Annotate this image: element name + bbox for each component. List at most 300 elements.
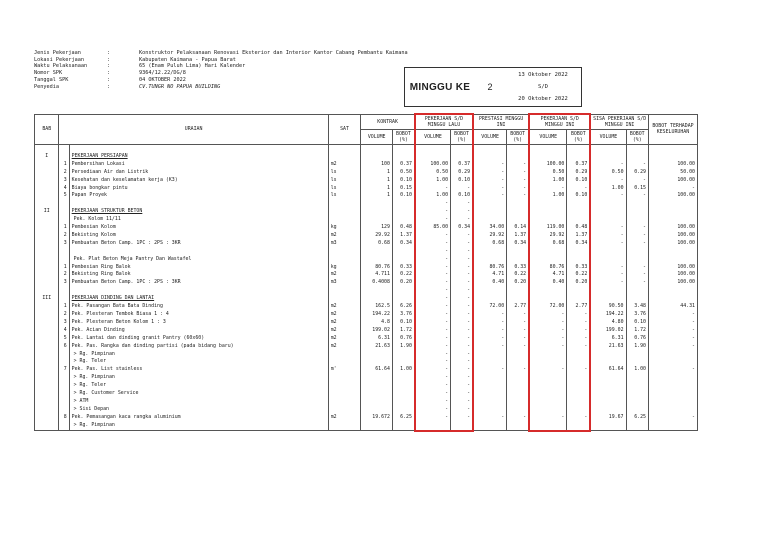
table-row (35, 232, 698, 240)
cell-uraian: Pek. Lantai dan dinding granit Pantry (60x60) (69, 335, 328, 343)
cell-sisa-vol (590, 216, 626, 224)
cell-sat: kg (328, 224, 361, 232)
cell-sisa-bbt: 1.72 (626, 327, 648, 335)
cell-k-vol (361, 374, 393, 382)
cell-no: 7 (59, 366, 69, 374)
cell-sisa-vol: 1.00 (590, 185, 626, 193)
sub-bobot: BOBOT (%) (392, 130, 414, 145)
cell-bab (35, 358, 59, 366)
cell-sisa-bbt: - (626, 240, 648, 248)
cell-sisa-bbt (626, 248, 648, 256)
cell-l-bbt: - (451, 232, 473, 240)
cell-sat (328, 398, 361, 406)
date-to: 20 Oktober 2022 (518, 96, 568, 102)
cell-l-bbt: - (451, 382, 473, 390)
cell-bab: II (35, 208, 59, 216)
cell-bab (35, 200, 59, 208)
cell-l-vol: - (415, 319, 451, 327)
col-uraian: URAIAN (59, 114, 328, 145)
cell-s-vol (529, 390, 567, 398)
col-sd-ini: PEKERJAAN S/D MINGGU INI (529, 114, 590, 130)
cell-sisa-bbt (626, 208, 648, 216)
cell-total: 100.00 (648, 192, 697, 200)
cell-bab (35, 311, 59, 319)
cell-sisa-vol: 61.64 (590, 366, 626, 374)
cell-total (648, 390, 697, 398)
date-separator: S/D (538, 84, 548, 90)
cell-s-bbt: 0.22 (567, 271, 590, 279)
cell-k-vol: 194.22 (361, 311, 393, 319)
cell-l-bbt: - (451, 335, 473, 343)
cell-s-vol: 72.00 (529, 303, 567, 311)
cell-l-bbt: - (451, 264, 473, 272)
cell-k-bbt: 1.72 (392, 327, 414, 335)
cell-k-bbt (392, 295, 414, 303)
cell-l-bbt (451, 153, 473, 161)
cell-s-vol (529, 287, 567, 295)
header-row (34, 70, 409, 77)
cell-l-vol: - (415, 366, 451, 374)
cell-i-vol: - (473, 177, 507, 185)
cell-sat (328, 422, 361, 431)
cell-uraian: > Rg. Customer Service (69, 390, 328, 398)
cell-l-bbt: - (451, 200, 473, 208)
cell-sisa-bbt: 0.76 (626, 335, 648, 343)
cell-s-vol (529, 358, 567, 366)
cell-l-bbt: 0.37 (451, 161, 473, 169)
cell-s-bbt: - (567, 185, 590, 193)
cell-sat: m3 (328, 240, 361, 248)
cell-bab (35, 406, 59, 414)
cell-i-vol: - (473, 319, 507, 327)
cell-l-vol: - (415, 240, 451, 248)
cell-l-vol: - (415, 303, 451, 311)
cell-bab (35, 351, 59, 359)
cell-l-vol: - (415, 335, 451, 343)
cell-s-bbt: 0.10 (567, 177, 590, 185)
cell-bab (35, 279, 59, 287)
header-row (34, 57, 409, 64)
cell-bab (35, 232, 59, 240)
cell-s-bbt (567, 287, 590, 295)
cell-bab (35, 240, 59, 248)
cell-total (648, 287, 697, 295)
cell-i-vol (473, 216, 507, 224)
cell-s-bbt (567, 351, 590, 359)
cell-i-vol: 0.40 (473, 279, 507, 287)
cell-bab (35, 343, 59, 351)
cell-i-bbt (507, 358, 529, 366)
cell-l-vol: - (415, 279, 451, 287)
cell-no: 1 (59, 161, 69, 169)
cell-sisa-vol (590, 422, 626, 431)
header-row (34, 77, 409, 84)
cell-i-vol (473, 382, 507, 390)
cell-s-bbt (567, 200, 590, 208)
cell-sisa-vol: - (590, 192, 626, 200)
cell-sisa-bbt: - (626, 271, 648, 279)
cell-s-vol: 119.00 (529, 224, 567, 232)
cell-k-bbt: 0.10 (392, 319, 414, 327)
cell-s-vol: - (529, 319, 567, 327)
cell-l-bbt: - (451, 185, 473, 193)
cell-sisa-vol (590, 351, 626, 359)
cell-uraian: Pek. Plat Beton Meja Pantry Dan Wastafel (69, 256, 328, 264)
cell-sisa-bbt (626, 374, 648, 382)
cell-k-bbt (392, 248, 414, 256)
cell-uraian: Pembesian Ring Balok (69, 264, 328, 272)
cell-sisa-vol (590, 208, 626, 216)
cell-s-bbt (567, 374, 590, 382)
cell-i-vol: 72.00 (473, 303, 507, 311)
cell-s-vol: - (529, 414, 567, 422)
cell-total: 44.31 (648, 303, 697, 311)
header-label: Penyedia (34, 83, 59, 90)
cell-s-bbt: - (567, 414, 590, 422)
cell-k-vol: 0.4008 (361, 279, 393, 287)
cell-l-vol: - (415, 185, 451, 193)
cell-k-bbt: 3.76 (392, 311, 414, 319)
cell-no: 6 (59, 343, 69, 351)
cell-l-bbt: - (451, 358, 473, 366)
cell-s-bbt: 0.33 (567, 264, 590, 272)
cell-sat: m3 (328, 279, 361, 287)
col-sisa: SISA PEKERJAAN S/D MINGGU INI (590, 114, 648, 130)
sub-bobot: BOBOT (%) (626, 130, 648, 145)
cell-k-vol: 21.63 (361, 343, 393, 351)
cell-i-vol (473, 374, 507, 382)
table-row (35, 256, 698, 264)
header-colon: : (107, 50, 111, 56)
cell-sat: ls (328, 177, 361, 185)
cell-k-bbt (392, 153, 414, 161)
cell-i-vol: - (473, 185, 507, 193)
cell-k-bbt: 1.00 (392, 366, 414, 374)
col-ini: PRESTASI MINGGU INI (473, 114, 529, 130)
cell-sisa-vol: - (590, 224, 626, 232)
cell-sisa-bbt: - (626, 192, 648, 200)
table-row (35, 343, 698, 351)
cell-l-vol: 1.00 (415, 177, 451, 185)
cell-s-bbt: - (567, 335, 590, 343)
cell-uraian (69, 200, 328, 208)
cell-bab (35, 319, 59, 327)
cell-bab (35, 398, 59, 406)
cell-k-bbt: 1.90 (392, 343, 414, 351)
cell-k-vol: 100 (361, 161, 393, 169)
cell-no: 3 (59, 279, 69, 287)
cell-s-bbt: 0.20 (567, 279, 590, 287)
cell-k-bbt (392, 287, 414, 295)
cell-sisa-vol (590, 153, 626, 161)
sub-volume: VOLUME (529, 130, 567, 145)
cell-i-vol (473, 390, 507, 398)
cell-sisa-vol (590, 406, 626, 414)
cell-no: 2 (59, 169, 69, 177)
cell-l-bbt: 0.34 (451, 224, 473, 232)
table-row (35, 295, 698, 303)
cell-no (59, 398, 69, 406)
cell-sisa-bbt: - (626, 232, 648, 240)
cell-i-vol (473, 153, 507, 161)
cell-s-vol (529, 295, 567, 303)
cell-k-vol: 4.8 (361, 319, 393, 327)
cell-sat (328, 374, 361, 382)
sub-volume: VOLUME (590, 130, 626, 145)
cell-sisa-vol (590, 390, 626, 398)
cell-no (59, 287, 69, 295)
cell-l-bbt: 0.29 (451, 169, 473, 177)
cell-i-bbt (507, 398, 529, 406)
cell-s-bbt (567, 398, 590, 406)
cell-sisa-vol (590, 287, 626, 295)
cell-sisa-bbt: 1.00 (626, 366, 648, 374)
cell-bab (35, 192, 59, 200)
cell-s-bbt: - (567, 327, 590, 335)
table-row (35, 192, 698, 200)
cell-bab (35, 264, 59, 272)
cell-k-bbt: 0.50 (392, 169, 414, 177)
cell-i-bbt: - (507, 366, 529, 374)
cell-l-vol: - (415, 390, 451, 398)
cell-uraian: Pembesian Kolom (69, 224, 328, 232)
cell-no (59, 382, 69, 390)
col-lalu: PEKERJAAN S/D MINGGU LALU (415, 114, 473, 130)
cell-total (648, 358, 697, 366)
cell-i-bbt (507, 295, 529, 303)
cell-i-bbt: - (507, 335, 529, 343)
cell-no: 3 (59, 319, 69, 327)
cell-s-bbt (567, 208, 590, 216)
cell-i-bbt: 0.34 (507, 240, 529, 248)
cell-s-vol: 4.71 (529, 271, 567, 279)
cell-s-vol: - (529, 335, 567, 343)
cell-l-vol: - (415, 256, 451, 264)
cell-sat: ls (328, 169, 361, 177)
cell-sisa-vol (590, 295, 626, 303)
cell-sisa-bbt: - (626, 161, 648, 169)
cell-bab (35, 185, 59, 193)
cell-i-vol (473, 358, 507, 366)
header-info (34, 50, 409, 90)
table-row (35, 358, 698, 366)
cell-total: 100.00 (648, 232, 697, 240)
sub-bobot: BOBOT (%) (451, 130, 473, 145)
cell-k-bbt (392, 200, 414, 208)
cell-l-vol: - (415, 295, 451, 303)
table-row (35, 351, 698, 359)
cell-sisa-vol (590, 358, 626, 366)
header-colon: : (107, 83, 111, 90)
cell-k-vol (361, 287, 393, 295)
week-box (404, 67, 582, 107)
cell-k-bbt (392, 358, 414, 366)
cell-uraian: Biaya bongkar pintu (69, 185, 328, 193)
cell-l-bbt (451, 422, 473, 431)
cell-total (648, 382, 697, 390)
cell-k-vol: 1 (361, 185, 393, 193)
cell-sisa-bbt: - (626, 264, 648, 272)
table-row (35, 161, 698, 169)
cell-l-vol: - (415, 248, 451, 256)
cell-uraian: Pek. Plesteran Tembok Biasa 1 : 4 (69, 311, 328, 319)
cell-k-bbt: 0.37 (392, 161, 414, 169)
cell-bab (35, 177, 59, 185)
cell-k-vol (361, 200, 393, 208)
cell-s-vol (529, 374, 567, 382)
cell-k-bbt: 1.37 (392, 232, 414, 240)
cell-uraian: > Sisi Depan (69, 406, 328, 414)
cell-uraian: Pek. Pas. List stainless (69, 366, 328, 374)
cell-sisa-bbt (626, 406, 648, 414)
cell-k-bbt (392, 208, 414, 216)
cell-sisa-bbt: 0.15 (626, 185, 648, 193)
cell-l-bbt: - (451, 398, 473, 406)
cell-l-vol: - (415, 374, 451, 382)
table-row (35, 177, 698, 185)
cell-sat: m2 (328, 161, 361, 169)
cell-k-bbt (392, 382, 414, 390)
cell-l-bbt: - (451, 208, 473, 216)
week-label: MINGGU KE (409, 81, 471, 93)
table-row (35, 414, 698, 422)
cell-k-bbt: 0.22 (392, 271, 414, 279)
cell-l-bbt: - (451, 311, 473, 319)
cell-uraian: Pek. Pas. Rangka dan dinding partisi (pada bidang baru) (69, 343, 328, 351)
cell-l-vol: - (415, 414, 451, 422)
cell-l-bbt: 0.10 (451, 192, 473, 200)
cell-k-bbt: 0.15 (392, 185, 414, 193)
cell-sat (328, 382, 361, 390)
sub-bobot: BOBOT (%) (507, 130, 529, 145)
cell-s-bbt: 0.29 (567, 169, 590, 177)
cell-s-vol (529, 153, 567, 161)
cell-sisa-vol: 6.31 (590, 335, 626, 343)
cell-s-bbt (567, 358, 590, 366)
cell-uraian: > Rg. Pimpinan (69, 374, 328, 382)
cell-total: 100.00 (648, 224, 697, 232)
col-kontrak: KONTRAK (361, 114, 415, 130)
cell-total: - (648, 366, 697, 374)
cell-i-vol: - (473, 414, 507, 422)
cell-total: 100.00 (648, 279, 697, 287)
cell-sisa-vol: 4.80 (590, 319, 626, 327)
cell-sisa-vol: 90.50 (590, 303, 626, 311)
cell-s-vol: - (529, 311, 567, 319)
cell-i-vol: - (473, 327, 507, 335)
cell-no (59, 256, 69, 264)
cell-no (59, 406, 69, 414)
cell-sisa-bbt (626, 287, 648, 295)
cell-i-vol: - (473, 343, 507, 351)
cell-s-bbt (567, 153, 590, 161)
cell-uraian: Pek. Plesteran Beton Kolom 1 : 3 (69, 319, 328, 327)
header-value: 04 OKTOBER 2022 (139, 76, 186, 83)
cell-s-bbt: 0.37 (567, 161, 590, 169)
cell-s-bbt: - (567, 319, 590, 327)
cell-l-bbt: - (451, 374, 473, 382)
table-row (35, 311, 698, 319)
cell-l-bbt: - (451, 216, 473, 224)
cell-sisa-vol (590, 248, 626, 256)
cell-i-bbt: - (507, 311, 529, 319)
cell-sat (328, 216, 361, 224)
cell-bab (35, 303, 59, 311)
cell-bab (35, 216, 59, 224)
cell-sisa-vol: - (590, 240, 626, 248)
table-row (35, 398, 698, 406)
cell-total (648, 256, 697, 264)
cell-i-vol: 80.76 (473, 264, 507, 272)
cell-k-vol: 19.672 (361, 414, 393, 422)
cell-k-vol: 61.64 (361, 366, 393, 374)
cell-sat (328, 153, 361, 161)
cell-i-vol (473, 351, 507, 359)
cell-sat: m2 (328, 271, 361, 279)
cell-k-vol: 0.68 (361, 240, 393, 248)
cell-uraian (69, 287, 328, 295)
cell-sat: m2 (328, 327, 361, 335)
cell-sisa-bbt (626, 295, 648, 303)
table-row (35, 208, 698, 216)
cell-s-vol: 0.50 (529, 169, 567, 177)
cell-l-vol (415, 153, 451, 161)
cell-no: 2 (59, 311, 69, 319)
cell-l-bbt: - (451, 406, 473, 414)
cell-no (59, 358, 69, 366)
cell-total (648, 406, 697, 414)
cell-k-vol: 199.02 (361, 327, 393, 335)
cell-sisa-vol (590, 398, 626, 406)
cell-sat (328, 287, 361, 295)
cell-sisa-bbt: 1.90 (626, 343, 648, 351)
cell-sisa-vol: 199.02 (590, 327, 626, 335)
cell-total (648, 422, 697, 431)
cell-bab (35, 422, 59, 431)
cell-k-vol: 1 (361, 192, 393, 200)
cell-l-bbt: - (451, 390, 473, 398)
cell-l-bbt: 0.10 (451, 177, 473, 185)
cell-l-bbt: - (451, 279, 473, 287)
cell-s-vol: - (529, 327, 567, 335)
cell-s-bbt (567, 256, 590, 264)
cell-l-vol: - (415, 216, 451, 224)
header-row (34, 63, 409, 70)
cell-k-bbt (392, 374, 414, 382)
table-row (35, 240, 698, 248)
cell-k-vol (361, 406, 393, 414)
cell-uraian: PEKERJAAN PERSIAPAN (69, 153, 328, 161)
cell-k-bbt (392, 390, 414, 398)
cell-sisa-bbt: 6.25 (626, 414, 648, 422)
cell-i-vol (473, 287, 507, 295)
cell-k-vol: 162.5 (361, 303, 393, 311)
cell-sisa-bbt: - (626, 279, 648, 287)
cell-s-vol (529, 248, 567, 256)
cell-l-vol: - (415, 343, 451, 351)
cell-i-vol (473, 406, 507, 414)
cell-s-bbt: - (567, 311, 590, 319)
cell-sat (328, 390, 361, 398)
cell-bab (35, 271, 59, 279)
cell-sisa-vol: - (590, 271, 626, 279)
header-label: Waktu Pelaksanaan (34, 63, 88, 70)
sub-volume: VOLUME (361, 130, 393, 145)
cell-sisa-bbt: 3.76 (626, 311, 648, 319)
cell-s-vol: 29.92 (529, 232, 567, 240)
table-row (35, 319, 698, 327)
cell-l-vol: - (415, 351, 451, 359)
